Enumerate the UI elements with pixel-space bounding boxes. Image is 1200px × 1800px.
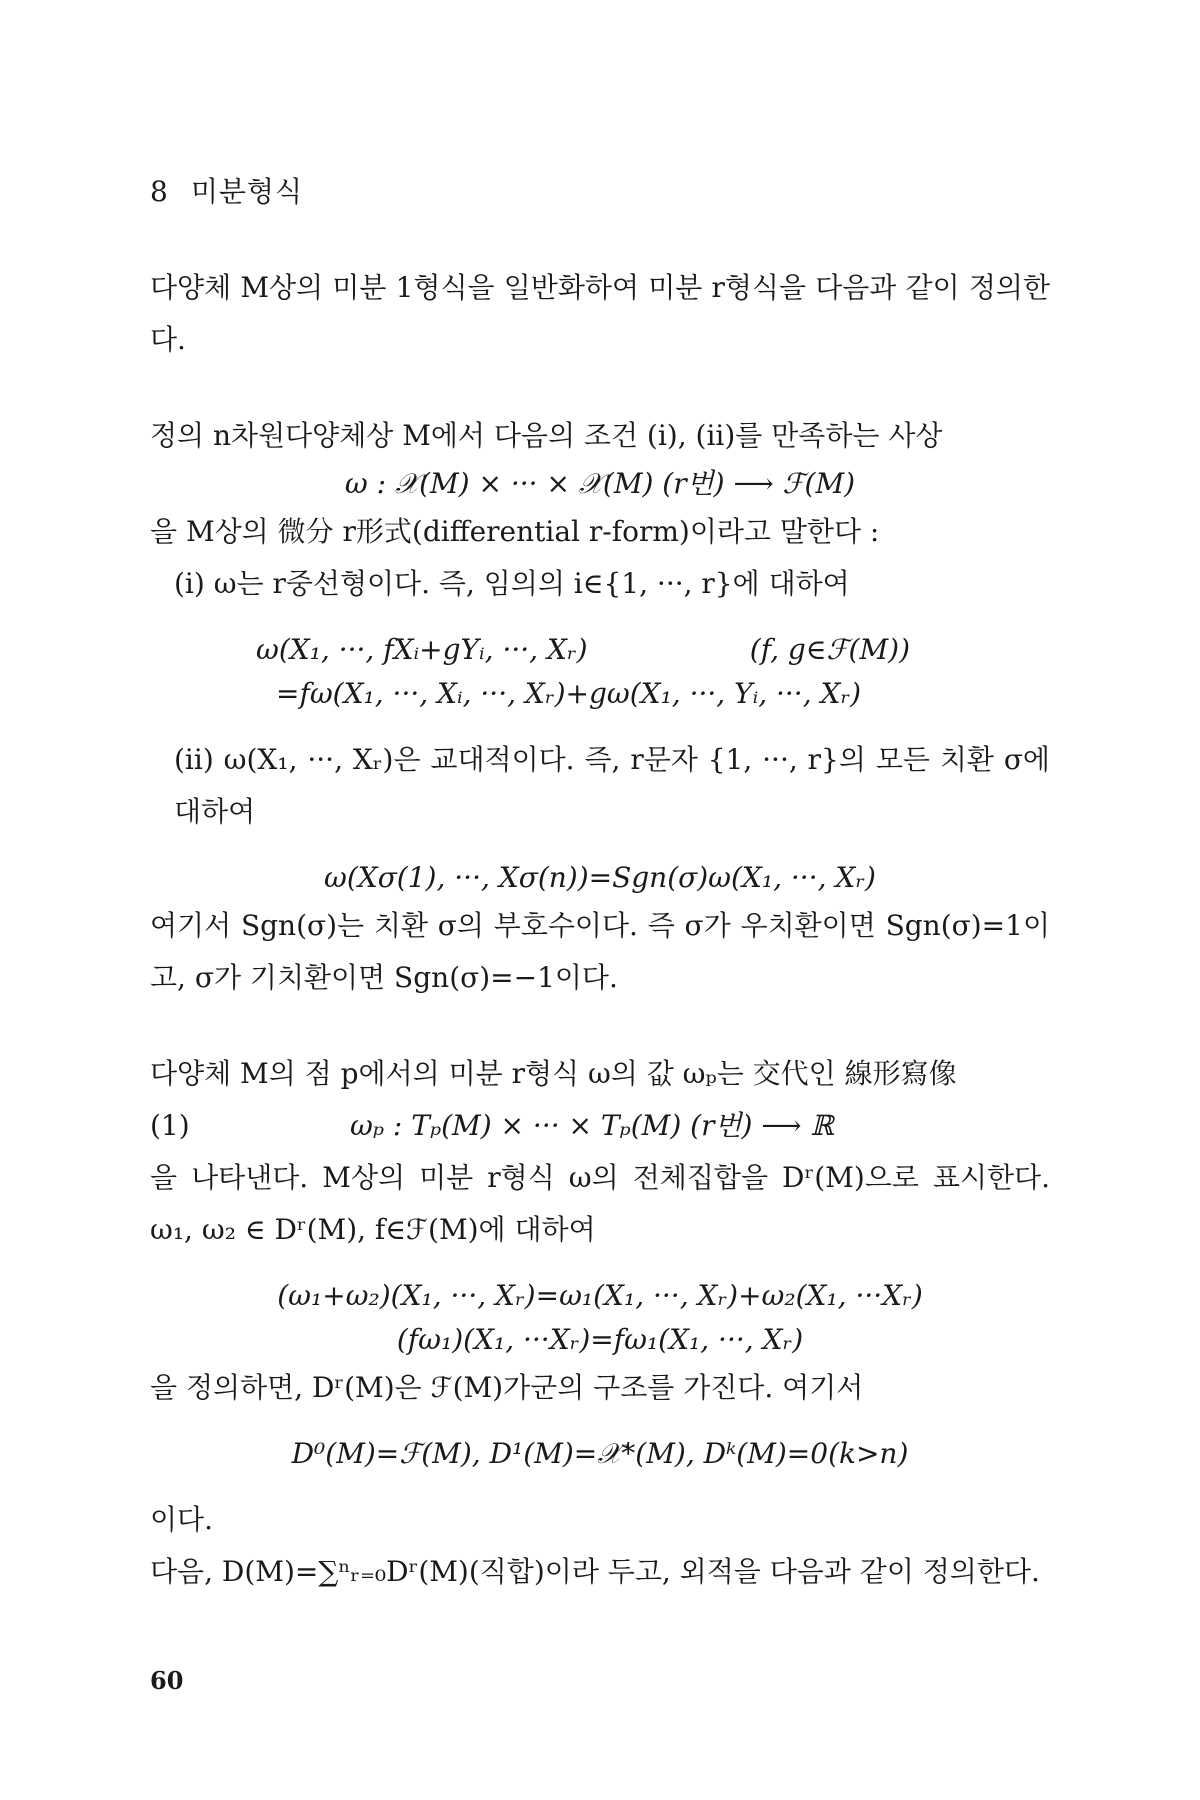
definition-map-equation: ω : 𝒳(M) × ··· × 𝒳(M) (r번) ⟶ ℱ(M) [344, 467, 856, 500]
value-paragraph: 다양체 M의 점 p에서의 미분 r형식 ω의 값 ωₚ는 交代인 線形寫像 [150, 1057, 957, 1090]
sum-equation: (ω₁+ω₂)(X₁, ···, Xᵣ)=ω₁(X₁, ···, Xᵣ)+ω₂(X₁, ···Xᵣ) [277, 1279, 923, 1312]
sign-explanation: 여기서 Sgn(σ)는 치환 σ의 부호수이다. 즉 σ가 우치환이면 Sgn(σ)=1이고, σ가 기치환이면 Sgn(σ)=−1이다. [150, 909, 1050, 994]
multilinear-condition: (f, g∈ℱ(M)) [749, 633, 910, 666]
multilinear-equation-line1 [150, 628, 1050, 672]
equation-1-label: (1) [150, 1109, 190, 1142]
module-paragraph: 을 정의하면, Dʳ(M)은 ℱ(M)가군의 구조를 가진다. 여기서 [150, 1371, 864, 1404]
equation-1 [150, 1100, 1050, 1152]
condition-ii: (ii) ω(X₁, ···, Xᵣ)은 교대적이다. 즉, r문자 {1, ···, r}의 모든 치환 σ에 대하여 [174, 743, 1050, 828]
page-body [150, 170, 1050, 1598]
multilinear-lhs: ω(X₁, ···, fXᵢ+gYᵢ, ···, Xᵣ) [256, 633, 588, 666]
dr-definition-paragraph: 을 나타낸다. M상의 미분 r형식 ω의 전체집합을 Dʳ(M)으로 표시한다. ω₁, ω₂ ∈ Dʳ(M), f∈ℱ(M)에 대하여 [150, 1161, 1050, 1246]
condition-i: (i) ω는 r중선형이다. 즉, 임의의 i∈{1, ···, r}에 대하여 [174, 567, 850, 600]
alternating-equation: ω(Xσ(1), ···, Xσ(n))=Sgn(σ)ω(X₁, ···, Xᵣ) [324, 861, 876, 894]
page-number: 60 [150, 1666, 184, 1695]
ida-line: 이다. [150, 1503, 213, 1536]
multilinear-equation-line2: =fω(X₁, ···, Xᵢ, ···, Xᵣ)+gω(X₁, ···, Yᵢ, ···, Xᵣ) [276, 677, 862, 710]
section-number: 8 [150, 175, 169, 208]
scalar-equation: (fω₁)(X₁, ···Xᵣ)=fω₁(X₁, ···, Xᵣ) [396, 1323, 804, 1356]
section-title: 미분형식 [190, 175, 304, 208]
definition-conclusion: 을 M상의 微分 r形式(differential r-form)이라고 말한다 : [150, 515, 880, 548]
intro-paragraph: 다양체 M상의 미분 1형식을 일반화하여 미분 r형식을 다음과 같이 정의한다. [150, 271, 1050, 356]
special-cases-equation: D⁰(M)=ℱ(M), D¹(M)=𝒳*(M), Dᵏ(M)=0(k>n) [291, 1437, 909, 1470]
closing-paragraph: 다음, D(M)=∑ⁿᵣ₌₀Dʳ(M)(직합)이라 두고, 외적을 다음과 같이 정의한다. [150, 1555, 1040, 1588]
section-heading [150, 170, 1050, 210]
equation-1-body: ωₚ : Tₚ(M) × ··· × Tₚ(M) (r번) ⟶ ℝ [350, 1109, 834, 1142]
definition-lead: 정의 n차원다양체상 M에서 다음의 조건 (i), (ii)를 만족하는 사상 [150, 419, 943, 452]
